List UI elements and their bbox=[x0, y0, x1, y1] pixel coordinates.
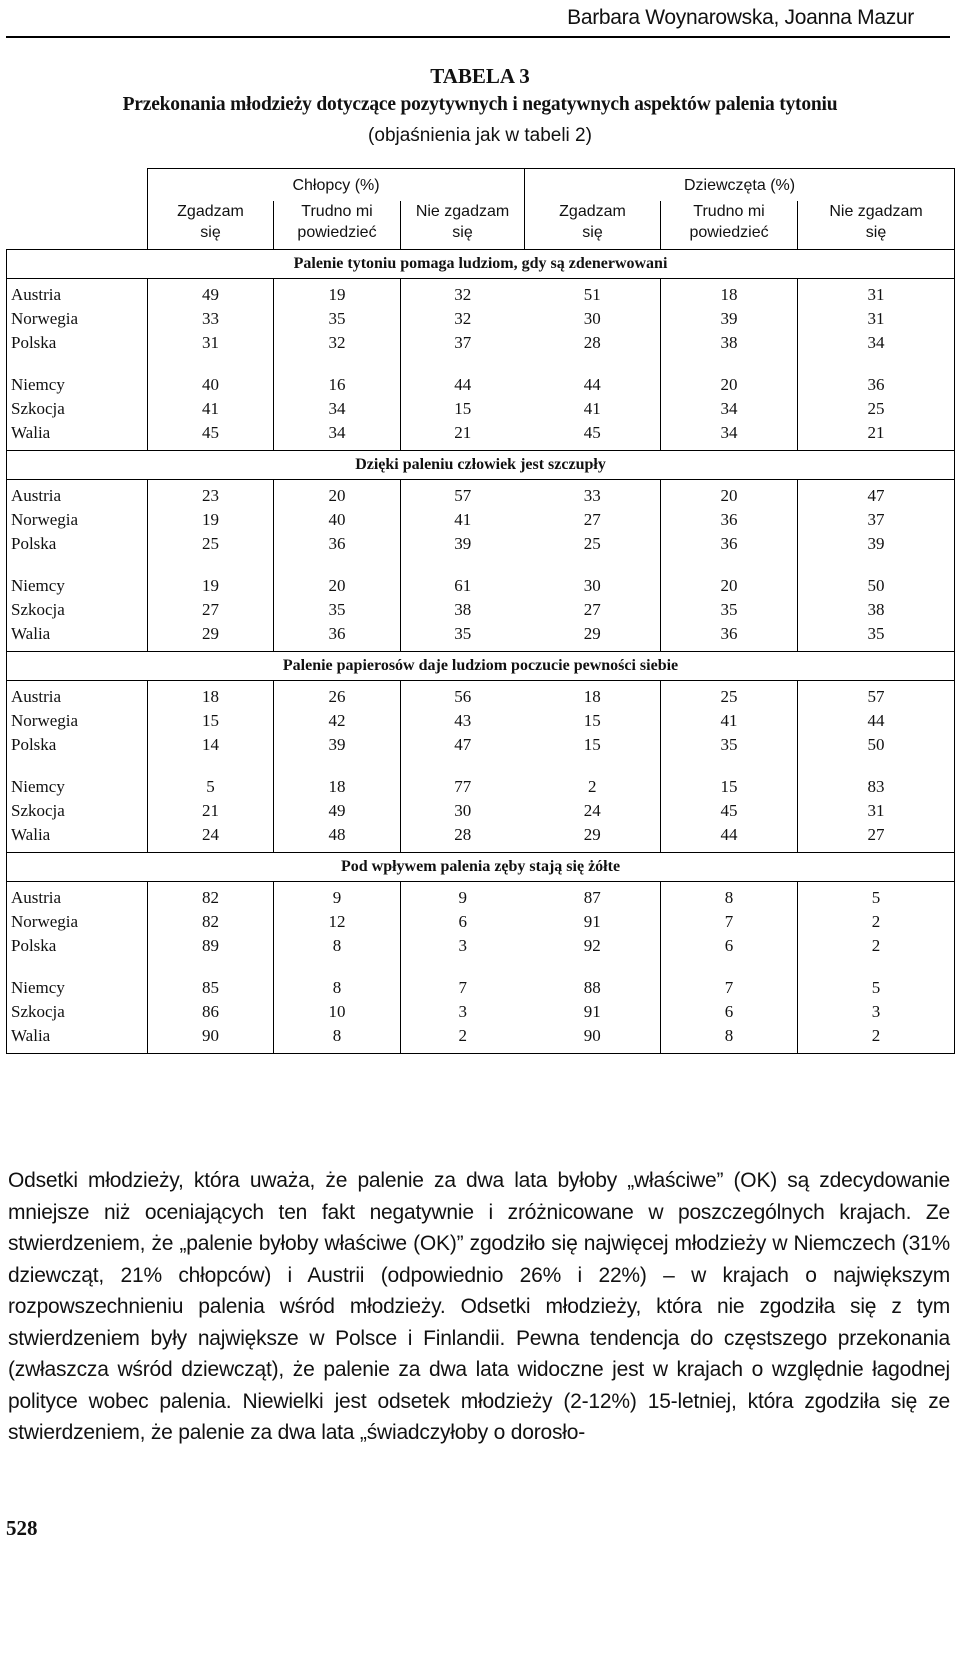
value-cell: 47 bbox=[401, 733, 525, 757]
value-cell: 2 bbox=[588, 777, 597, 796]
value-cell: 36 bbox=[661, 508, 798, 532]
value-cell: 35 bbox=[661, 598, 798, 622]
value-cell: 34 bbox=[798, 331, 955, 355]
value-cell: 15 bbox=[661, 775, 798, 799]
value-cell: 34 bbox=[661, 421, 798, 451]
section-title: Palenie tytoniu pomaga ludziom, gdy są zdenerwowani bbox=[7, 250, 955, 279]
section-title: Pod wpływem palenia zęby stają się żółte bbox=[7, 853, 955, 882]
value-cell: 24 bbox=[583, 801, 601, 820]
value-cell: 7 bbox=[661, 976, 798, 1000]
value-cell: 89 bbox=[148, 934, 274, 958]
value-cell: 41 bbox=[148, 397, 274, 421]
value-cell: 5 bbox=[798, 976, 955, 1000]
table-label: TABELA 3 bbox=[430, 64, 530, 88]
country-cell: Norwegia bbox=[7, 709, 148, 733]
value-cell: 35 bbox=[274, 598, 401, 622]
country-cell: Walia bbox=[7, 1024, 148, 1054]
value-cell: 27 bbox=[583, 600, 601, 619]
value-cell: 82 bbox=[148, 910, 274, 934]
country-cell: Szkocja bbox=[7, 799, 148, 823]
value-cell: 77 bbox=[401, 775, 525, 799]
col-header-agree-girls: Zgadzam się bbox=[525, 201, 661, 250]
value-cell: 6 bbox=[401, 910, 525, 934]
section-title: Dzięki paleniu człowiek jest szczupły bbox=[7, 451, 955, 480]
table-row bbox=[7, 910, 955, 934]
table-row bbox=[7, 799, 955, 823]
value-cell: 44 bbox=[583, 375, 601, 394]
value-cell: 51 bbox=[583, 285, 601, 304]
group-spacer bbox=[7, 355, 955, 373]
country-cell: Szkocja bbox=[7, 598, 148, 622]
value-cell: 39 bbox=[274, 733, 401, 757]
value-cell: 15 bbox=[148, 709, 274, 733]
value-cell: 44 bbox=[661, 823, 798, 853]
col-header-unsure-boys: Trudno mi powiedzieć bbox=[274, 201, 401, 250]
value-cell: 33 bbox=[148, 307, 274, 331]
column-header-row bbox=[7, 201, 955, 250]
value-cell: 47 bbox=[798, 480, 955, 509]
value-cell: 7 bbox=[661, 910, 798, 934]
value-cell: 45 bbox=[525, 421, 661, 451]
value-cell: 39 bbox=[661, 307, 798, 331]
value-cell: 30 bbox=[401, 799, 525, 823]
data-table bbox=[6, 168, 955, 1054]
value-cell: 34 bbox=[661, 397, 798, 421]
section-header-row bbox=[7, 250, 955, 279]
value-cell: 38 bbox=[401, 598, 525, 622]
table-row bbox=[7, 733, 955, 757]
running-head: Barbara Woynarowska, Joanna Mazur bbox=[567, 6, 914, 29]
group-header-row bbox=[7, 169, 955, 202]
country-cell: Szkocja bbox=[7, 397, 148, 421]
value-cell: 40 bbox=[148, 373, 274, 397]
value-cell: 15 bbox=[583, 711, 601, 730]
value-cell: 57 bbox=[401, 480, 525, 509]
value-cell: 8 bbox=[274, 1024, 401, 1054]
section-header-row bbox=[7, 451, 955, 480]
value-cell: 12 bbox=[274, 910, 401, 934]
group-spacer bbox=[7, 757, 955, 775]
value-cell: 91 bbox=[583, 912, 601, 931]
value-cell: 25 bbox=[583, 534, 601, 553]
value-cell: 39 bbox=[798, 532, 955, 556]
table-row bbox=[7, 622, 955, 652]
country-cell: Polska bbox=[7, 331, 148, 355]
value-cell: 85 bbox=[148, 976, 274, 1000]
value-cell: 44 bbox=[401, 373, 525, 397]
value-cell: 23 bbox=[148, 480, 274, 509]
value-cell: 34 bbox=[274, 397, 401, 421]
value-cell: 6 bbox=[661, 934, 798, 958]
section-header-row bbox=[7, 652, 955, 681]
value-cell: 28 bbox=[401, 823, 525, 853]
country-cell: Niemcy bbox=[7, 574, 148, 598]
value-cell: 42 bbox=[274, 709, 401, 733]
country-cell: Norwegia bbox=[7, 910, 148, 934]
value-cell: 35 bbox=[274, 307, 401, 331]
value-cell: 15 bbox=[583, 735, 601, 754]
value-cell: 10 bbox=[274, 1000, 401, 1024]
value-cell: 41 bbox=[583, 399, 601, 418]
table-row bbox=[7, 421, 955, 451]
value-cell: 92 bbox=[583, 936, 601, 955]
value-cell: 2 bbox=[401, 1024, 525, 1054]
value-cell: 34 bbox=[274, 421, 401, 451]
value-cell: 35 bbox=[401, 622, 525, 652]
value-cell: 48 bbox=[274, 823, 401, 853]
table-row bbox=[7, 480, 955, 509]
value-cell: 61 bbox=[401, 574, 525, 598]
value-cell: 15 bbox=[401, 397, 525, 421]
value-cell: 37 bbox=[798, 508, 955, 532]
value-cell: 8 bbox=[274, 976, 401, 1000]
value-cell: 36 bbox=[274, 622, 401, 652]
value-cell: 36 bbox=[798, 373, 955, 397]
table-row bbox=[7, 934, 955, 958]
value-cell: 43 bbox=[401, 709, 525, 733]
value-cell: 20 bbox=[661, 574, 798, 598]
value-cell: 20 bbox=[274, 574, 401, 598]
value-cell: 90 bbox=[525, 1024, 661, 1054]
value-cell: 6 bbox=[661, 1000, 798, 1024]
country-cell: Walia bbox=[7, 622, 148, 652]
value-cell: 21 bbox=[798, 421, 955, 451]
body-paragraph: Odsetki młodzieży, która uważa, że palenie za dwa lata byłoby „właściwe” (OK) są zdecydowanie mniejsze niż oceniających ten fakt negatywnie i zróżnicowane w poszczególnych krajach. Ze stwierdzeniem, że „palenie byłoby właściwe (OK)” zgodziło się najwięcej młodzieży w Niemczech (31% dziewcząt, 21% chłopców) i Austrii (odpowiednio 26% i 22%) – w krajach o największym rozpowszechnieniu palenia wśród młodzieży. Odsetki młodzieży, która nie zgodziła się z tym stwierdzeniem były największe w Polsce i Finlandii. Pewna tendencja do częstszego przekonania (zwłaszcza wśród dziewcząt), że palenie za dwa lata widoczne jest w krajach o względnie łagodnej polityce wobec palenia. Niewielki jest odsetek młodzieży (2-12%) 15-letniej, która zgodziła się ze stwierdzeniem, że palenie za dwa lata „świadczyłoby o dorosło- bbox=[8, 1169, 950, 1444]
value-cell: 31 bbox=[798, 799, 955, 823]
table-row bbox=[7, 532, 955, 556]
country-cell: Norwegia bbox=[7, 307, 148, 331]
page-number: 528 bbox=[6, 1516, 38, 1540]
value-cell: 38 bbox=[661, 331, 798, 355]
value-cell: 3 bbox=[798, 1000, 955, 1024]
value-cell: 90 bbox=[148, 1024, 274, 1054]
value-cell: 39 bbox=[401, 532, 525, 556]
country-cell: Austria bbox=[7, 882, 148, 911]
table-row bbox=[7, 976, 955, 1000]
country-cell: Austria bbox=[7, 480, 148, 509]
value-cell: 30 bbox=[583, 309, 601, 328]
value-cell: 25 bbox=[148, 532, 274, 556]
header-rule bbox=[6, 36, 950, 38]
col-header-disagree-boys: Nie zgadzam się bbox=[401, 201, 525, 250]
table-row bbox=[7, 598, 955, 622]
value-cell: 83 bbox=[798, 775, 955, 799]
value-cell: 56 bbox=[401, 681, 525, 710]
table-row bbox=[7, 373, 955, 397]
table-row bbox=[7, 307, 955, 331]
value-cell: 82 bbox=[148, 882, 274, 911]
value-cell: 5 bbox=[148, 775, 274, 799]
country-cell: Austria bbox=[7, 681, 148, 710]
table-row bbox=[7, 331, 955, 355]
value-cell: 18 bbox=[274, 775, 401, 799]
value-cell: 50 bbox=[798, 733, 955, 757]
value-cell: 41 bbox=[401, 508, 525, 532]
value-cell: 19 bbox=[148, 574, 274, 598]
value-cell: 18 bbox=[583, 687, 601, 706]
value-cell: 30 bbox=[583, 576, 601, 595]
value-cell: 3 bbox=[401, 1000, 525, 1024]
value-cell: 14 bbox=[148, 733, 274, 757]
country-cell: Niemcy bbox=[7, 775, 148, 799]
value-cell: 3 bbox=[401, 934, 525, 958]
value-cell: 28 bbox=[583, 333, 601, 352]
section-title: Palenie papierosów daje ludziom poczucie pewności siebie bbox=[7, 652, 955, 681]
value-cell: 24 bbox=[148, 823, 274, 853]
value-cell: 27 bbox=[148, 598, 274, 622]
value-cell: 35 bbox=[661, 733, 798, 757]
table-row bbox=[7, 1024, 955, 1054]
table-row bbox=[7, 508, 955, 532]
col-header-unsure-girls: Trudno mi powiedzieć bbox=[661, 201, 798, 250]
value-cell: 8 bbox=[661, 1024, 798, 1054]
section-header-row bbox=[7, 853, 955, 882]
col-header-disagree-girls: Nie zgadzam się bbox=[798, 201, 955, 250]
table-row bbox=[7, 397, 955, 421]
value-cell: 45 bbox=[661, 799, 798, 823]
value-cell: 5 bbox=[798, 882, 955, 911]
value-cell: 31 bbox=[798, 307, 955, 331]
value-cell: 21 bbox=[148, 799, 274, 823]
value-cell: 35 bbox=[798, 622, 955, 652]
value-cell: 86 bbox=[148, 1000, 274, 1024]
country-cell: Austria bbox=[7, 279, 148, 308]
value-cell: 36 bbox=[274, 532, 401, 556]
value-cell: 36 bbox=[661, 622, 798, 652]
table-row bbox=[7, 1000, 955, 1024]
value-cell: 31 bbox=[148, 331, 274, 355]
value-cell: 88 bbox=[583, 978, 601, 997]
table-row bbox=[7, 681, 955, 710]
value-cell: 57 bbox=[798, 681, 955, 710]
value-cell: 21 bbox=[401, 421, 525, 451]
value-cell: 27 bbox=[798, 823, 955, 853]
value-cell: 41 bbox=[661, 709, 798, 733]
value-cell: 45 bbox=[148, 421, 274, 451]
value-cell: 8 bbox=[274, 934, 401, 958]
value-cell: 29 bbox=[525, 622, 661, 652]
table-row bbox=[7, 882, 955, 911]
value-cell: 36 bbox=[661, 532, 798, 556]
group-spacer bbox=[7, 958, 955, 976]
value-cell: 20 bbox=[661, 480, 798, 509]
value-cell: 8 bbox=[661, 882, 798, 911]
group-header-boys: Chłopcy (%) bbox=[148, 169, 525, 202]
value-cell: 49 bbox=[148, 279, 274, 308]
value-cell: 9 bbox=[401, 882, 525, 911]
value-cell: 38 bbox=[798, 598, 955, 622]
group-spacer bbox=[7, 556, 955, 574]
value-cell: 32 bbox=[401, 307, 525, 331]
country-cell: Szkocja bbox=[7, 1000, 148, 1024]
country-cell: Polska bbox=[7, 733, 148, 757]
value-cell: 7 bbox=[401, 976, 525, 1000]
country-cell: Walia bbox=[7, 823, 148, 853]
value-cell: 27 bbox=[583, 510, 601, 529]
value-cell: 87 bbox=[583, 888, 601, 907]
value-cell: 32 bbox=[274, 331, 401, 355]
table-row bbox=[7, 279, 955, 308]
value-cell: 2 bbox=[798, 1024, 955, 1054]
value-cell: 20 bbox=[274, 480, 401, 509]
table-row bbox=[7, 775, 955, 799]
group-header-girls: Dziewczęta (%) bbox=[525, 169, 955, 202]
value-cell: 25 bbox=[798, 397, 955, 421]
table-row bbox=[7, 823, 955, 853]
value-cell: 9 bbox=[274, 882, 401, 911]
value-cell: 16 bbox=[274, 373, 401, 397]
value-cell: 40 bbox=[274, 508, 401, 532]
value-cell: 91 bbox=[583, 1002, 601, 1021]
value-cell: 26 bbox=[274, 681, 401, 710]
value-cell: 33 bbox=[583, 486, 601, 505]
value-cell: 31 bbox=[798, 279, 955, 308]
value-cell: 50 bbox=[798, 574, 955, 598]
col-header-agree-boys: Zgadzam się bbox=[148, 201, 274, 250]
country-cell: Walia bbox=[7, 421, 148, 451]
country-cell: Polska bbox=[7, 532, 148, 556]
value-cell: 19 bbox=[148, 508, 274, 532]
value-cell: 19 bbox=[274, 279, 401, 308]
value-cell: 49 bbox=[274, 799, 401, 823]
value-cell: 32 bbox=[401, 279, 525, 308]
table-row bbox=[7, 709, 955, 733]
country-cell: Niemcy bbox=[7, 373, 148, 397]
table-title: Przekonania młodzieży dotyczące pozytywnych i negatywnych aspektów palenia tytoniu bbox=[122, 94, 838, 115]
value-cell: 29 bbox=[148, 622, 274, 652]
value-cell: 37 bbox=[401, 331, 525, 355]
country-cell: Polska bbox=[7, 934, 148, 958]
value-cell: 25 bbox=[661, 681, 798, 710]
value-cell: 29 bbox=[525, 823, 661, 853]
country-cell: Niemcy bbox=[7, 976, 148, 1000]
country-cell: Norwegia bbox=[7, 508, 148, 532]
table-note: (objaśnienia jak w tabeli 2) bbox=[368, 125, 592, 146]
value-cell: 2 bbox=[798, 934, 955, 958]
value-cell: 18 bbox=[148, 681, 274, 710]
value-cell: 20 bbox=[661, 373, 798, 397]
value-cell: 2 bbox=[798, 910, 955, 934]
value-cell: 18 bbox=[661, 279, 798, 308]
value-cell: 44 bbox=[798, 709, 955, 733]
table-row bbox=[7, 574, 955, 598]
